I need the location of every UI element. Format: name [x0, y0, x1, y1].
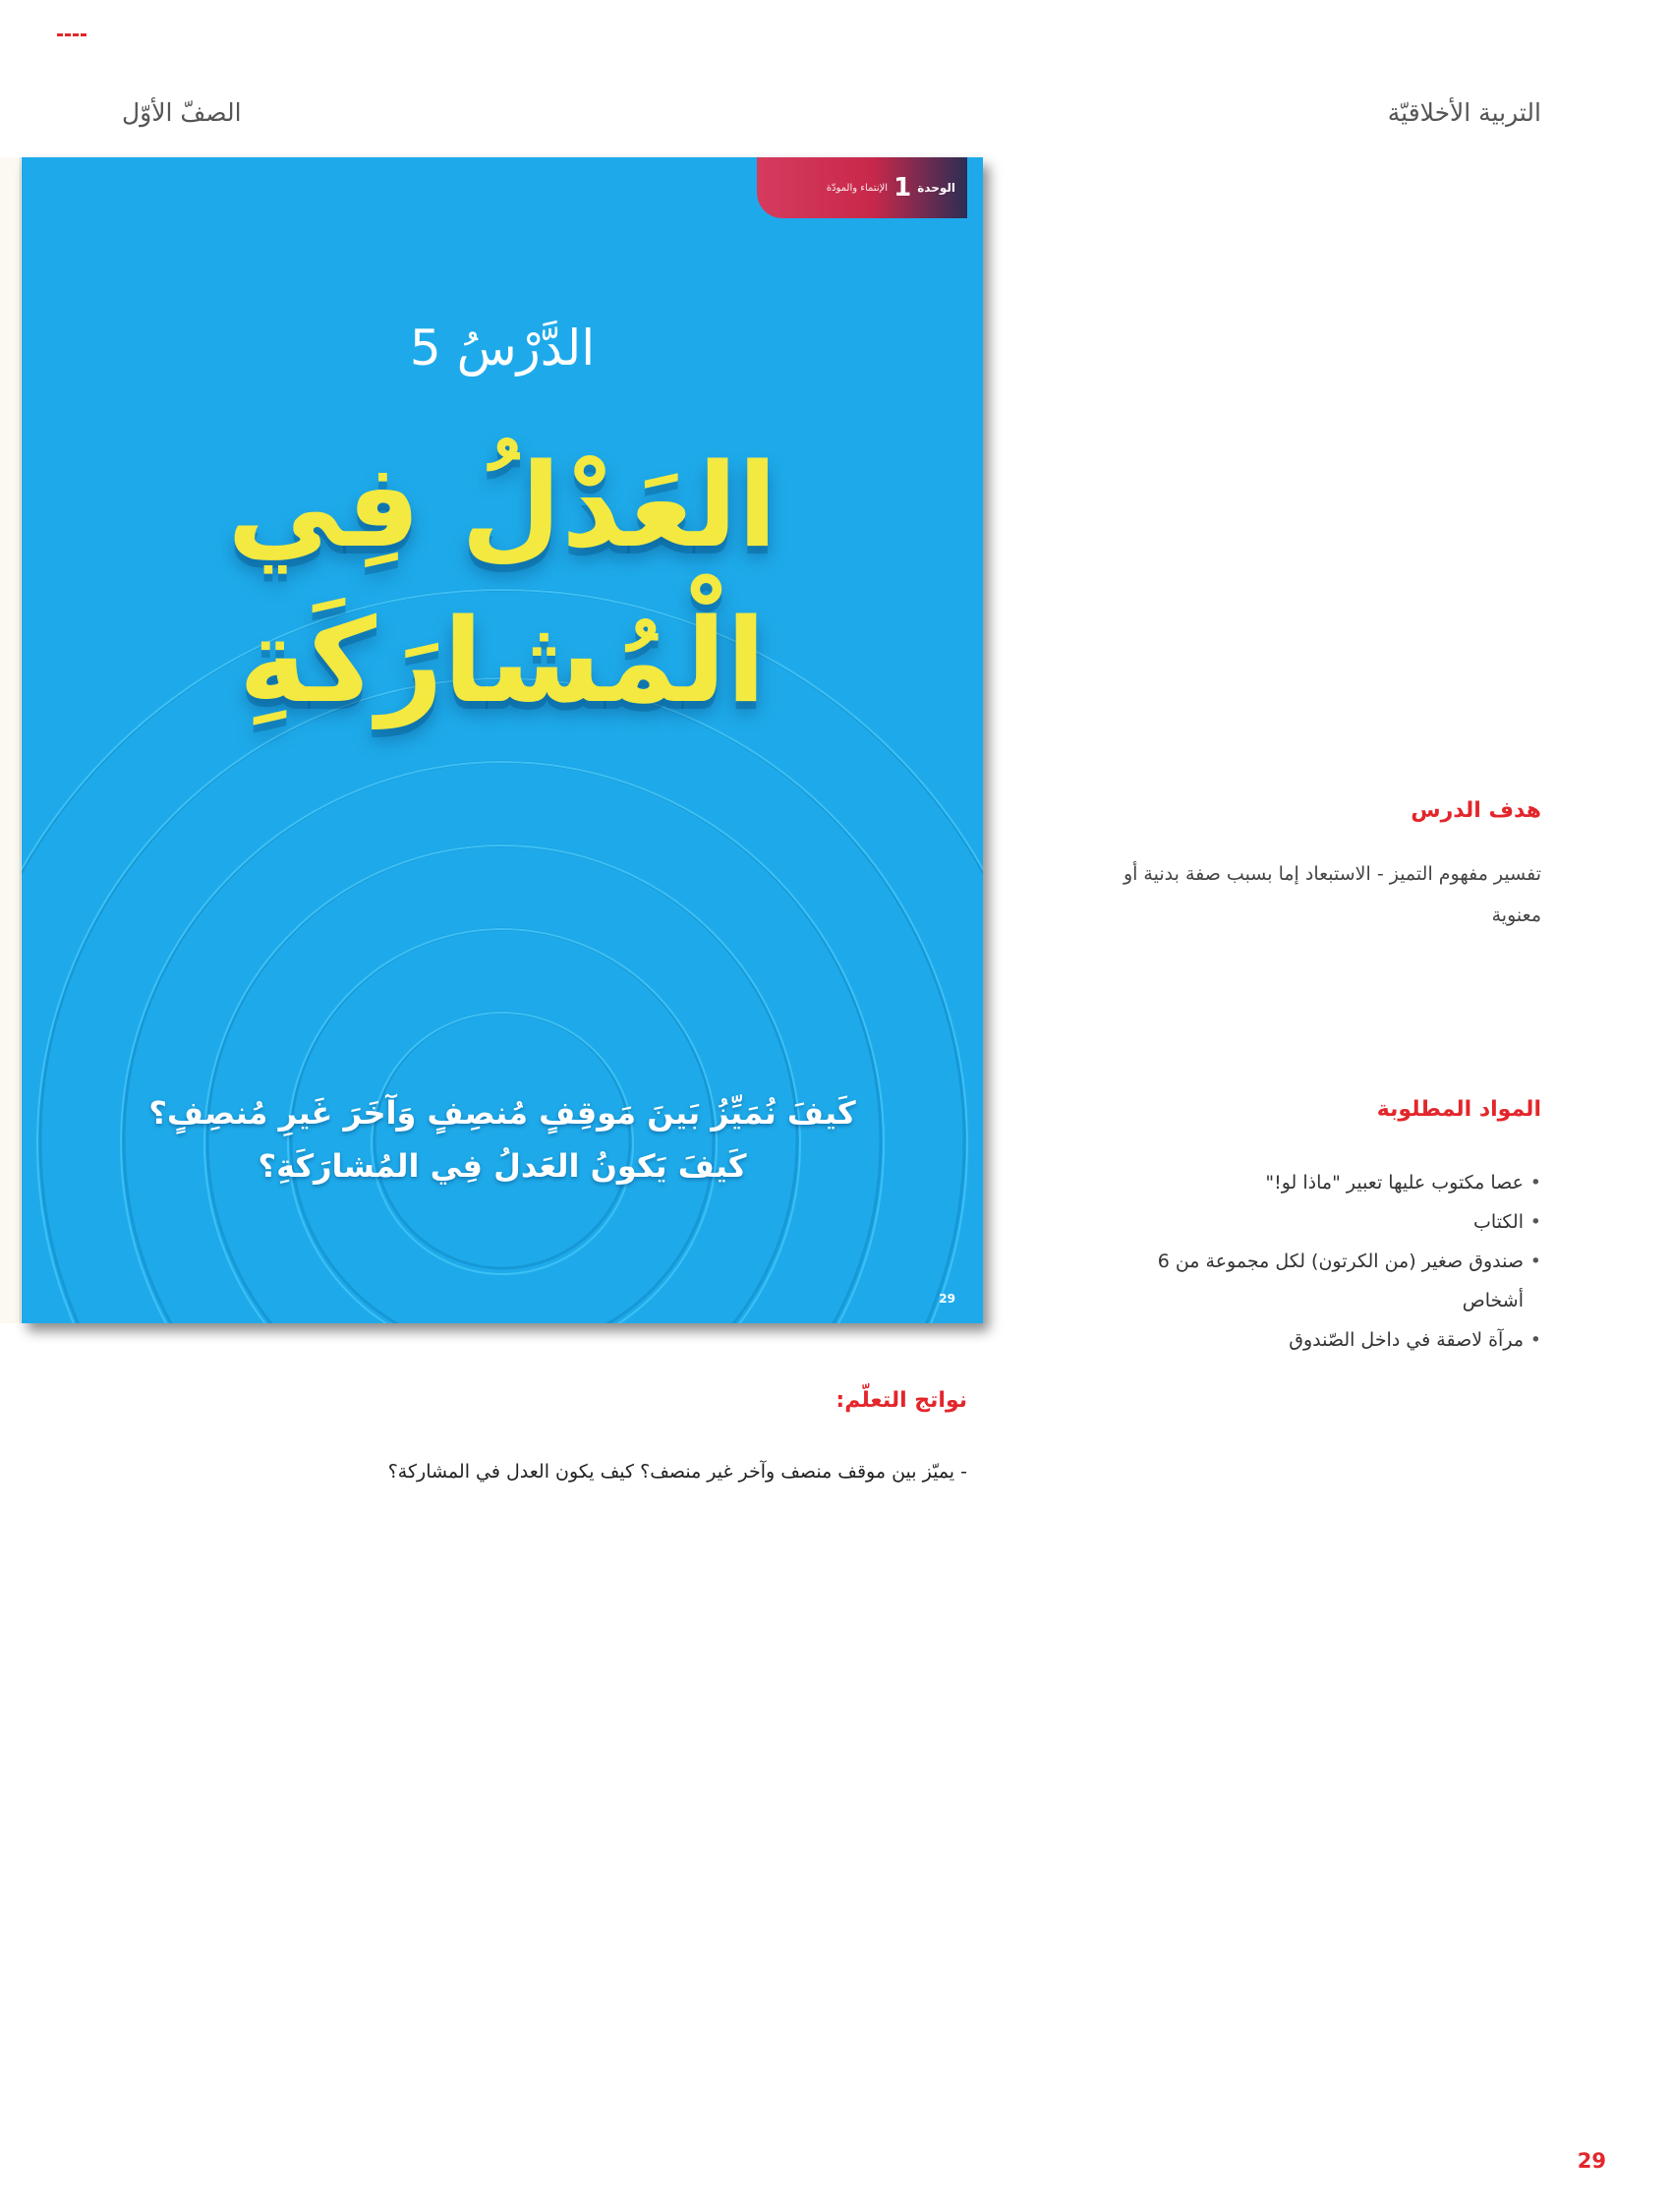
- corner-crop-mark: [57, 33, 86, 40]
- materials-item: • عصا مكتوب عليها تعبير "ماذا لو!": [1109, 1163, 1541, 1202]
- materials-heading: المواد المطلوبة: [1376, 1097, 1541, 1122]
- materials-item: • مرآة لاصقة في داخل الصّندوق: [1109, 1320, 1541, 1360]
- outcomes-text: - يميّز بين موقف منصف وآخر غير منصف؟ كيف يكون العدل في المشاركة؟: [387, 1461, 967, 1483]
- lesson-question-2: كَيفَ يَكونُ العَدلُ فِي المُشارَكَةِ؟: [258, 1147, 747, 1185]
- objective-text-line-1: تفسير مفهوم التميز - الاستبعاد إما بسبب صفة بدنية أو: [1123, 863, 1541, 885]
- unit-tab: [757, 157, 967, 218]
- unit-label: الوحدة: [917, 181, 955, 195]
- lesson-question-1: كَيفَ نُمَيِّزُ بَينَ مَوقِفٍ مُنصِفٍ وَآخَرَ غَيرِ مُنصِفٍ؟: [148, 1094, 856, 1132]
- previous-page-edge: [0, 157, 21, 1323]
- unit-title: الإنتماء والمودّة: [826, 182, 889, 194]
- grade-header: الصفّ الأوّل: [122, 98, 242, 127]
- objective-text-line-2: معنوية: [1491, 904, 1541, 926]
- lesson-title-line-2: الْمُشارَكَةِ: [238, 593, 767, 728]
- materials-item: • الكتاب: [1109, 1202, 1541, 1242]
- lesson-questions: [22, 1086, 983, 1193]
- lesson-number: الدَّرْسُ 5: [409, 320, 596, 377]
- lesson-title-line-1: العَدْلُ فِي: [227, 437, 778, 573]
- cover-page-number: 29: [939, 1292, 955, 1306]
- lesson-cover-image: [22, 157, 983, 1323]
- materials-item: • صندوق صغير (من الكرتون) لكل مجموعة من 6 أشخاص: [1109, 1242, 1541, 1320]
- page-number: 29: [1577, 2149, 1606, 2173]
- outcomes-heading: نواتج التعلّم:: [836, 1388, 967, 1413]
- lesson-title: [22, 428, 983, 738]
- materials-list: [1109, 1163, 1541, 1360]
- subject-header: التربية الأخلاقيّة: [1387, 98, 1541, 127]
- objective-heading: هدف الدرس: [1411, 798, 1541, 823]
- unit-number: 1: [893, 173, 912, 203]
- objective-text: [1050, 853, 1541, 936]
